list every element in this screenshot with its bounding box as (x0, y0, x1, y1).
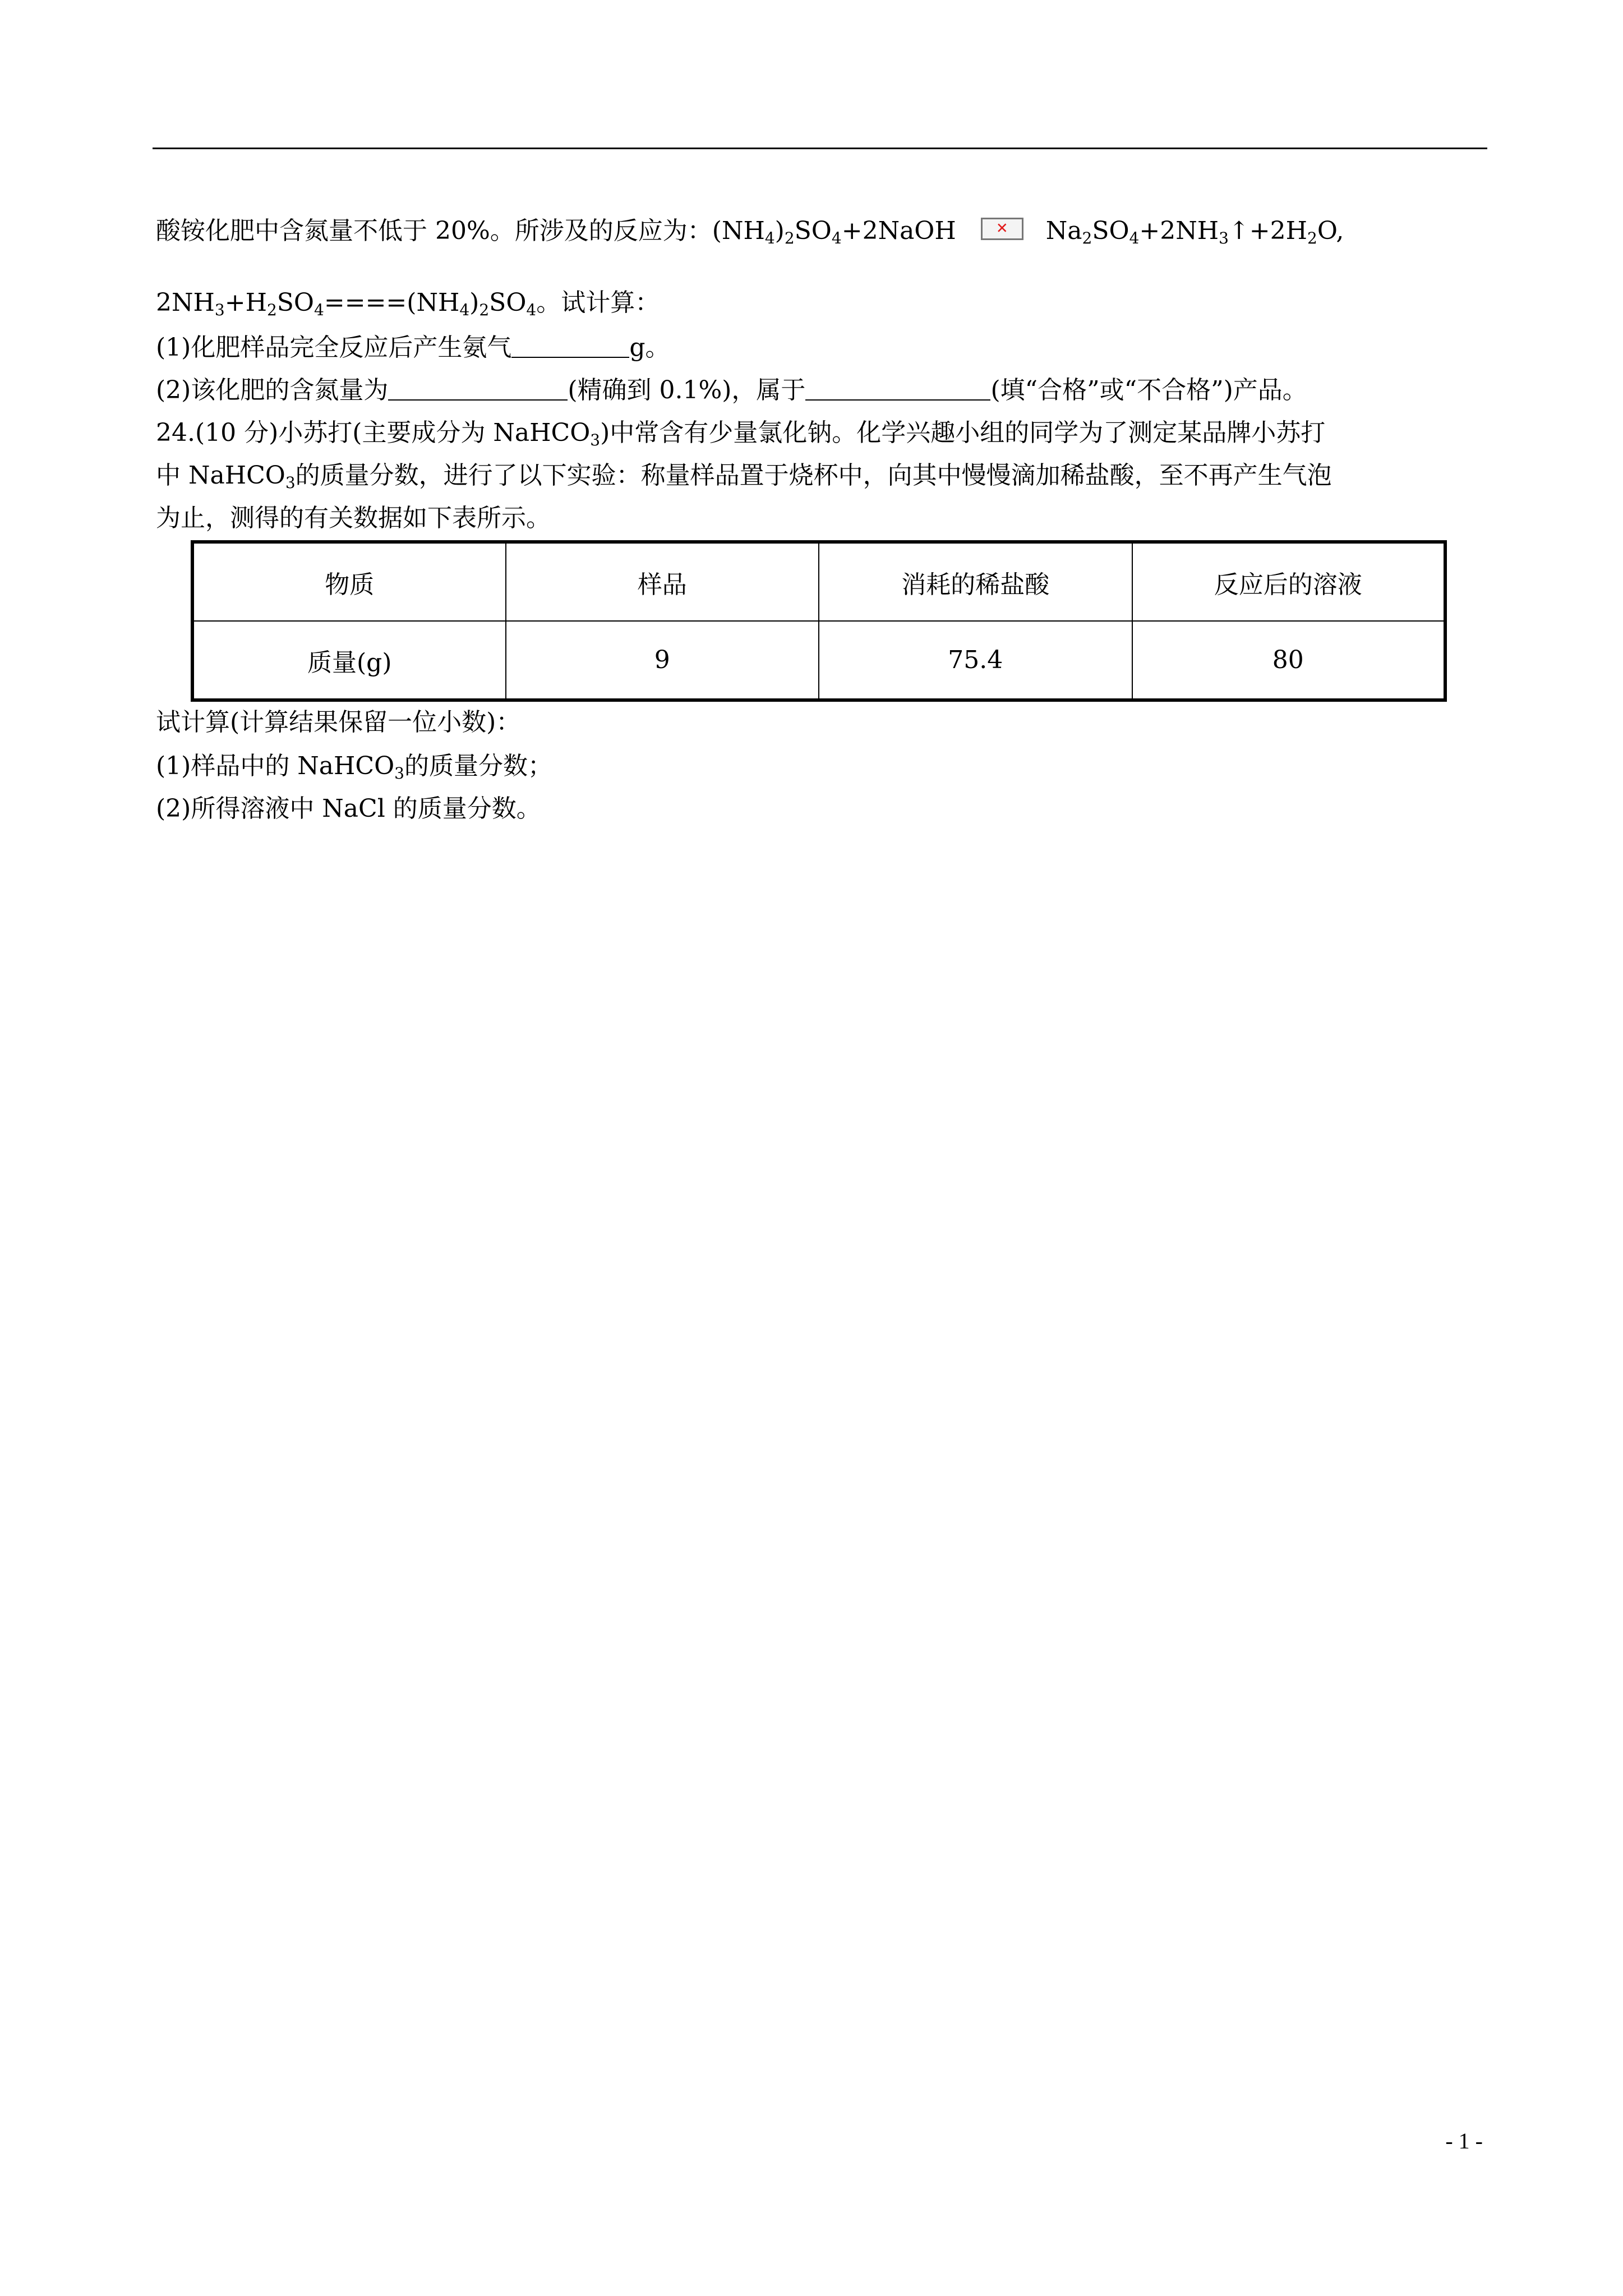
page-number: - 1 - (1445, 2128, 1483, 2154)
reaction-line-1: 酸铵化肥中含氮量不低于 20%。所涉及的反应为：$(NH_4)_2SO_4+2NaOH$ ✕ $Na_2SO_4+2NH_3↑+2H_2O$, (156, 217, 1344, 247)
table-cell: 80 (1132, 621, 1446, 700)
answer-blank-3[interactable] (805, 377, 990, 401)
data-table (191, 540, 1447, 702)
question-2: (2)该化肥的含氮量为 (精确到 0.1%)，属于 (填“合格”或“不合格”)产品。 (156, 376, 1307, 404)
table-header-cell: 消耗的稀盐酸 (819, 542, 1132, 621)
reaction-line-2: $2NH_3+H_2SO_4====(NH_4)_2SO_4$。试计算： (156, 288, 660, 319)
calc-question-2: (2)所得溶液中 NaCl 的质量分数。 (156, 794, 541, 823)
question-24-line-1: 24.(10 分)小苏打(主要成分为 NaHCO$_3$)中常含有少量氯化钠。化学兴趣小组的同学为了测定某品牌小苏打 (156, 418, 1326, 449)
calc-instruction: 试计算(计算结果保留一位小数)： (156, 708, 521, 737)
question-24-line-2: 中 NaHCO$_3$的质量分数，进行了以下实验：称量样品置于烧杯中，向其中慢慢滴加稀盐酸，至不再产生气泡 (156, 461, 1332, 492)
answer-blank-2[interactable] (388, 377, 568, 401)
answer-blank-1[interactable] (511, 334, 629, 358)
table-header-cell: 物质 (192, 542, 506, 621)
table-header-row (192, 542, 1445, 621)
broken-image-icon: ✕ (981, 218, 1023, 240)
header-rule (153, 148, 1487, 149)
question-1: (1)化肥样品完全反应后产生氨气 g。 (156, 333, 670, 362)
table-cell: 质量(g) (192, 621, 506, 700)
calc-question-1: (1)样品中的 NaHCO$_3$的质量分数； (156, 752, 552, 783)
table-header-cell: 反应后的溶液 (1132, 542, 1446, 621)
question-24-line-3: 为止，测得的有关数据如下表所示。 (156, 504, 551, 532)
table-cell: 9 (506, 621, 819, 700)
table-cell: 75.4 (819, 621, 1132, 700)
table-row (192, 621, 1445, 700)
table-header-cell: 样品 (506, 542, 819, 621)
